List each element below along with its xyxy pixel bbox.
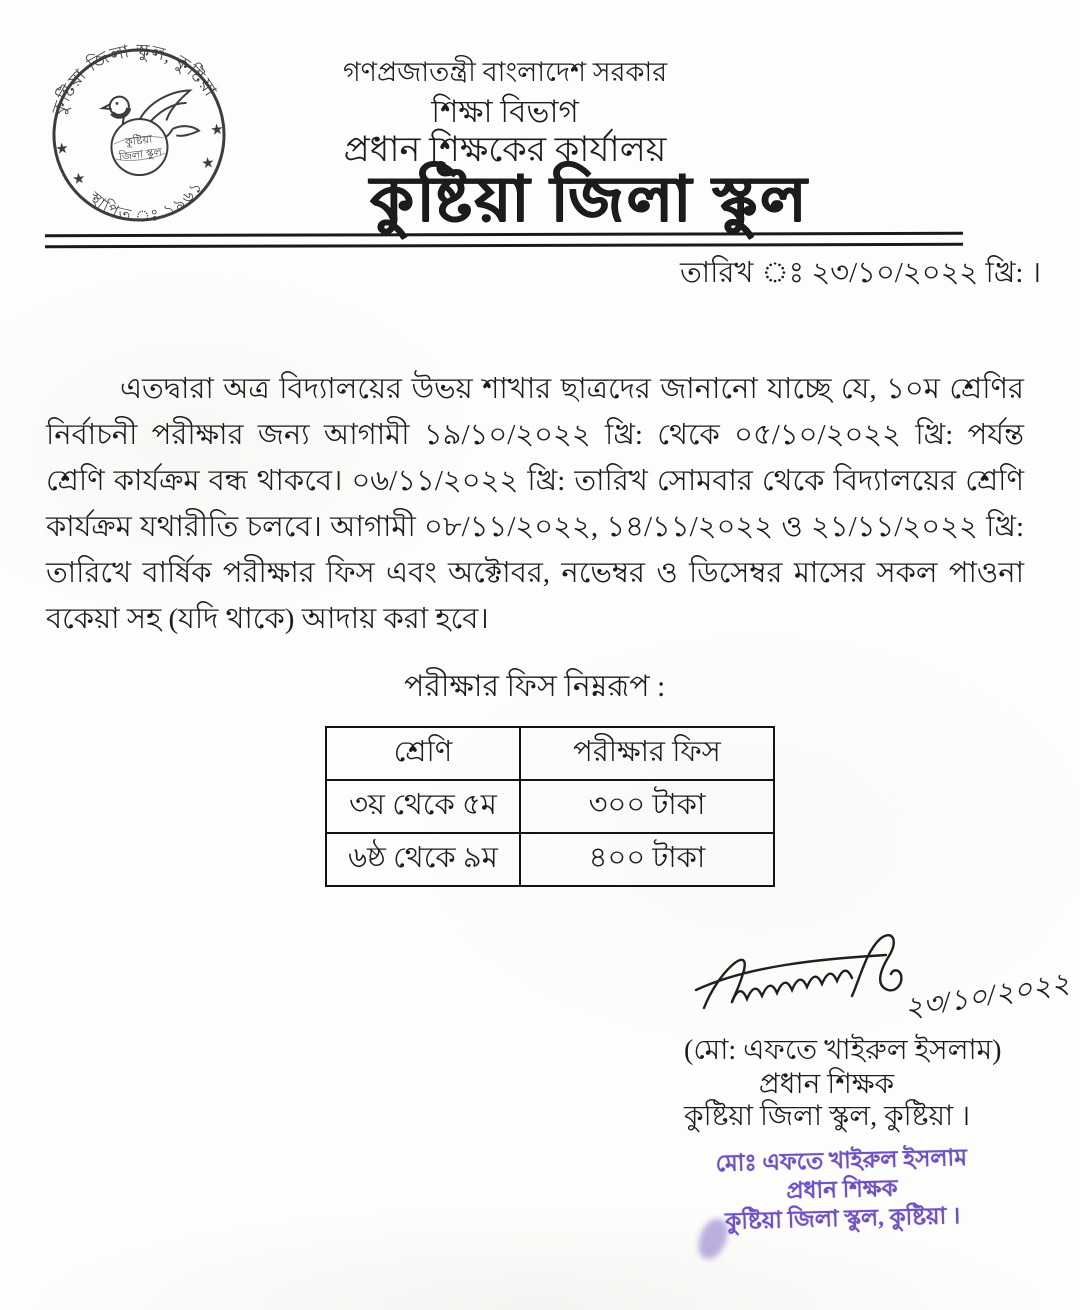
- stamp-name-line: মোঃ এফতে খাইরুল ইসলাম: [715, 1144, 968, 1177]
- seal-bottom-text: স্থাপিত ঃ ১৯৬১: [85, 177, 207, 226]
- signatory-title: প্রধান শিক্ষক: [758, 1069, 895, 1100]
- table-cell-class: ৩য় থেকে ৫ম: [326, 780, 520, 833]
- ink-smudge-icon: [694, 1215, 732, 1263]
- seal-globe-line2: জিলা স্কুল: [118, 146, 163, 164]
- table-row: [326, 833, 774, 886]
- table-cell-fee: ৩০০ টাকা: [520, 780, 774, 833]
- fees-heading: পরীক্ষার ফিস নিম্নরূপ :: [404, 670, 666, 703]
- office-stamp: [711, 1143, 973, 1236]
- signature-scrawl-icon: [696, 935, 901, 1008]
- header-government-line: গণপ্রজাতন্ত্রী বাংলাদেশ সরকার: [342, 57, 668, 87]
- signatory-institution: কুষ্টিয়া জিলা স্কুল, কুষ্টিয়া ।: [684, 1101, 971, 1132]
- star-icon: ★: [71, 170, 87, 189]
- table-cell-class: ৬ষ্ঠ থেকে ৯ম: [326, 833, 520, 886]
- star-icon: ★: [209, 121, 225, 140]
- header-department-line: শিক্ষা বিভাগ: [431, 94, 579, 129]
- seal-top-text: কুষ্টিয়া জিলা স্কুল, কুষ্টিয়া: [48, 44, 221, 118]
- notice-paragraph: এতদ্বারা অত্র বিদ্যালয়ের উভয় শাখার ছাত্রদের জানানো যাচ্ছে যে, ১০ম শ্রেণির নির্বাচনী পরীক্ষার জন্য আগামী ১৯/১০/২০২২ খ্রি: থেকে ০৫/১০/২০২২ খ্রি: পর্যন্ত শ্রেণি কার্যক্রম বন্ধ থাকবে। ০৬/১১/২০২২ খ্রি: তারিখ সোমবার থেকে বিদ্যালয়ের শ্রেণি কার্যক্রম যথারীতি চলবে। আগামী ০৮/১১/২০২২, ১৪/১১/২০২২ ও ২১/১১/২০২২ খ্রি: তারিখে বার্ষিক পরীক্ষার ফিস এবং অক্টোবর, নভেম্বর ও ডিসেম্বর মাসের সকল পাওনা বকেয়া সহ (যদি থাকে) আদায় করা হবে।: [46, 373, 1024, 635]
- fees-table-header-class: শ্রেণি: [326, 727, 520, 780]
- seal-globe-line1: কুষ্টিয়া: [124, 133, 153, 149]
- fees-table-header-fee: পরীক্ষার ফিস: [520, 727, 774, 780]
- school-name-title: কুষ্টিয়া জিলা স্কুল: [370, 165, 810, 235]
- fees-table-container: [325, 726, 775, 887]
- signatory-name: (মো: এফতে খাইরুল ইসলাম): [684, 1035, 1002, 1066]
- table-cell-fee: ৪০০ টাকা: [520, 833, 774, 886]
- table-row: [326, 780, 774, 833]
- stamp-title-line: প্রধান শিক্ষক: [786, 1175, 898, 1204]
- header-office-line: প্রধান শিক্ষকের কার্যালয়: [343, 130, 667, 169]
- star-icon: ★: [200, 155, 216, 173]
- signature: [688, 928, 1068, 1043]
- header-divider: [45, 232, 963, 248]
- stamp-institution-line: কুষ্টিয়া জিলা স্কুল, কুষ্টিয়া ।: [724, 1203, 961, 1234]
- table-header-row: [326, 727, 774, 780]
- svg-text:স্থাপিত ঃ ১৯৬১: [83, 175, 210, 226]
- fees-table: [325, 726, 775, 887]
- signature-date-scrawl: ২৩/১০/২০২২: [902, 967, 1068, 1025]
- date-line: তারিখ ঃ ২৩/১০/২০২২ খ্রি: ।: [680, 257, 1042, 289]
- star-icon: ★: [54, 140, 70, 159]
